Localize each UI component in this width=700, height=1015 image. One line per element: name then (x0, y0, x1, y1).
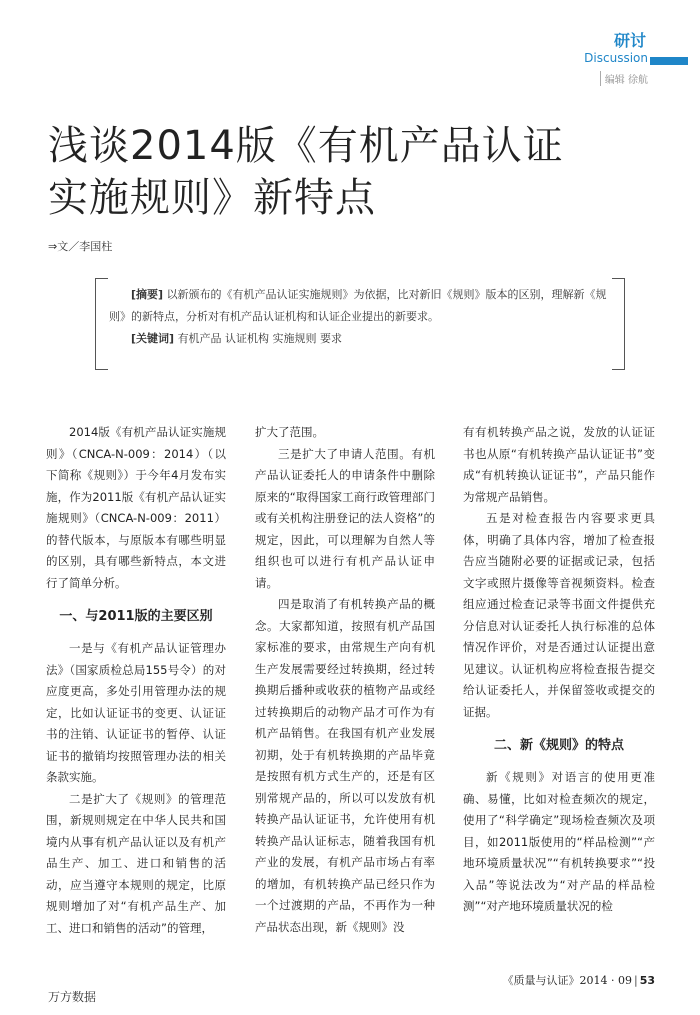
body-column-3 (463, 422, 655, 918)
paragraph: 二是扩大了《规则》的管理范围，新规则规定在中华人民共和国境内从事有机产品认证以及有机产品生产、加工、进口和销售的活动，应当遵守本规则的规定，比原规则增加了对“有机产品生产、加工、进口和销售的活动”的管理， (46, 791, 226, 935)
watermark: 万方数据 (48, 990, 97, 1004)
abstract-bracket-right (612, 278, 625, 370)
section-title-cn: 研讨 (613, 31, 646, 50)
page-footer: 《质量与认证》2014 · 09 | 53 (502, 974, 655, 987)
paragraph: 一是与《有机产品认证管理办法》（国家质检总局155号令）的对应度更高，多处引用管理办法的规定，比如认证证书的变更、认证证书的注销、认证证书的暂停、认证证书的撤销均按照管理办法的相关条款实施。 (46, 641, 226, 784)
section-bar (584, 51, 688, 68)
body-column-2 (255, 422, 435, 938)
paragraph: 扩大了范围。 (255, 425, 324, 439)
paragraph: 四是取消了有机转换产品的概念。大家都知道，按照有机产品国家标准的要求，由常规生产向有机生产发展需要经过转换期，经过转换期后播种或收获的植物产品或经过转换期后的动物产品才可作为有机产品销售。在我国有机产业发展初期，处于有机转换期的产品毕竟是按照有机方式生产的，还是有区别常规产品的，所以可以发放有机转换产品认证证书，允许使用有机转换产品认证标志，随着我国有机产业的发展，有机产品市场占有率的增加，有机转换产品已经只作为一个过渡期的产品，不再作为一种产品状态出现，新《规则》没 (255, 597, 435, 934)
abstract-text: 以新颁布的《有机产品认证实施规则》为依据，比对新旧《规则》版本的区别，理解新《规则》的新特点，分析对有机产品认证机构和认证企业提出的新要求。 (109, 288, 607, 323)
abstract-paragraph (109, 284, 607, 328)
section-heading: 一、与2011版的主要区别 (59, 609, 213, 624)
abstract-box (95, 278, 625, 370)
abstract-bracket-left (95, 278, 108, 370)
body-column-1 (46, 422, 226, 939)
paragraph: 新《规则》对语言的使用更准确、易懂，比如对检查频次的规定，使用了“科学确定”现场检查频次及项目，如2011版使用的“样品检测”“产地环境质量状况”“有机转换要求”“投入品”等说法改为“对产品的样品检测”“对产地环境质量状况的检 (463, 770, 655, 913)
article-title (48, 120, 648, 224)
page-number: 53 (639, 974, 655, 987)
section-title-en: Discussion (584, 51, 648, 65)
keywords-paragraph (109, 328, 607, 350)
keywords-text: 有机产品 认证机构 实施规则 要求 (177, 332, 343, 345)
section-tag (584, 30, 688, 87)
paragraph: 五是对检查报告内容要求更具体，明确了具体内容，增加了检查报告应当随附必要的证据或记录，包括文字或照片摄像等音视频资料。检查组应通过检查记录等书面文件提供充分信息对认证委托人执行标准的总体情况作评价，对是否通过认证提出意见建议。认证机构应将检查报告提交给认证委托人，并保留签收或提交的证据。 (463, 511, 655, 719)
journal-name: 《质量与认证》2014 · 09 (502, 974, 632, 987)
section-heading: 二、新《规则》的特点 (493, 738, 624, 753)
abstract-label: [摘要] (131, 288, 164, 301)
section-bar-block (650, 57, 688, 65)
byline: ⇒文／李国柱 (48, 240, 113, 253)
paragraph: 2014版《有机产品认证实施规则》（CNCA-N-009：2014）（以下简称《规则》）于今年4月发布实施，作为2011版《有机产品认证实施规则》（CNCA-N-009：2011）的替代版本，与原版本有哪些明显的区别，具有哪些新特点，本文进行了简单分析。 (46, 425, 226, 590)
article-title-line-2: 实施规则》新特点 (48, 175, 376, 221)
paragraph: 有有机转换产品之说，发放的认证证书也从原“有机转换产品认证证书”变成“有机转换认证证书”，产品只能作为常规产品销售。 (463, 425, 655, 504)
keywords-label: [关键词] (131, 332, 175, 345)
paragraph: 三是扩大了申请人范围。有机产品认证委托人的申请条件中删除原来的“取得国家工商行政管理部门或有关机构注册登记的法人资格”的规定，因此，可以理解为自然人等组织也可以进行有机产品认证申请。 (255, 446, 435, 590)
article-title-line-1: 浅谈2014版《有机产品认证 (48, 123, 564, 169)
editor-credit: 编辑 徐航 (600, 71, 648, 86)
